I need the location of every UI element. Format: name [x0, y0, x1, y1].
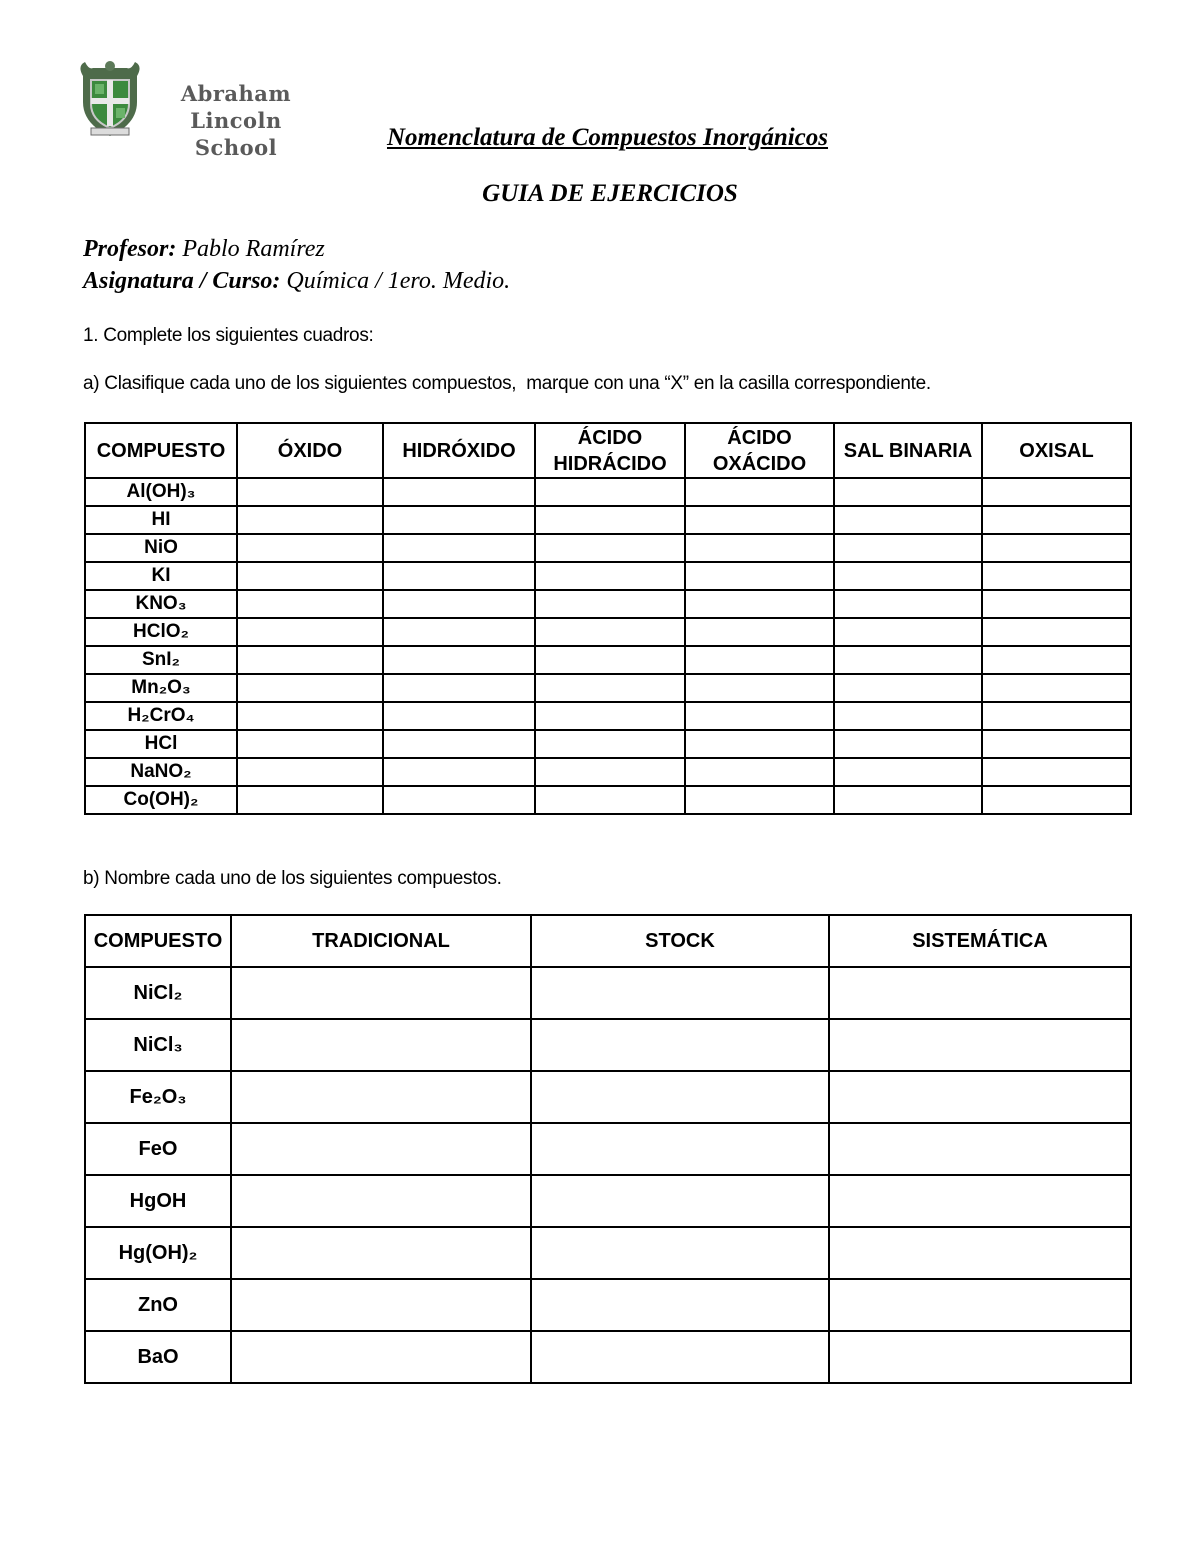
acido-hidracido-answer-cell[interactable] [535, 590, 685, 618]
table-row [85, 702, 1131, 730]
compound-formula: H₂CrO₄ [85, 702, 237, 730]
acido-oxacido-answer-cell[interactable] [685, 478, 834, 506]
hidroxido-answer-cell[interactable] [383, 478, 535, 506]
oxisal-answer-cell[interactable] [982, 646, 1131, 674]
sal-binaria-answer-cell[interactable] [834, 674, 982, 702]
compound-formula: HClO₂ [85, 618, 237, 646]
worksheet-title [0, 124, 1200, 152]
sistematica-answer-cell[interactable] [829, 1019, 1131, 1071]
compound-formula: Mn₂O₃ [85, 674, 237, 702]
oxido-answer-cell[interactable] [237, 562, 383, 590]
acido-oxacido-answer-cell[interactable] [685, 786, 834, 814]
stock-answer-cell[interactable] [531, 1123, 829, 1175]
compound-formula: Co(OH)₂ [85, 786, 237, 814]
header-compuesto: COMPUESTO [85, 423, 237, 478]
compound-formula: HI [85, 506, 237, 534]
compound-formula: NiCl₃ [85, 1019, 231, 1071]
worksheet-title-text: Nomenclatura de Compuestos Inorgánicos [386, 124, 829, 151]
oxisal-answer-cell[interactable] [982, 590, 1131, 618]
oxido-answer-cell[interactable] [237, 590, 383, 618]
tradicional-answer-cell[interactable] [231, 1227, 531, 1279]
oxido-answer-cell[interactable] [237, 730, 383, 758]
compound-formula: Hg(OH)₂ [85, 1227, 231, 1279]
compound-formula: HgOH [85, 1175, 231, 1227]
acido-hidracido-answer-cell[interactable] [535, 702, 685, 730]
oxisal-answer-cell[interactable] [982, 478, 1131, 506]
oxisal-answer-cell[interactable] [982, 534, 1131, 562]
table-row [85, 967, 1131, 1019]
hidroxido-answer-cell[interactable] [383, 730, 535, 758]
oxisal-answer-cell[interactable] [982, 786, 1131, 814]
oxisal-answer-cell[interactable] [982, 674, 1131, 702]
sistematica-answer-cell[interactable] [829, 1331, 1131, 1383]
acido-oxacido-answer-cell[interactable] [685, 590, 834, 618]
hidroxido-answer-cell[interactable] [383, 646, 535, 674]
oxido-answer-cell[interactable] [237, 506, 383, 534]
sistematica-answer-cell[interactable] [829, 1071, 1131, 1123]
sal-binaria-answer-cell[interactable] [834, 786, 982, 814]
oxisal-answer-cell[interactable] [982, 702, 1131, 730]
oxisal-answer-cell[interactable] [982, 730, 1131, 758]
stock-answer-cell[interactable] [531, 1019, 829, 1071]
acido-oxacido-answer-cell[interactable] [685, 534, 834, 562]
table-row [85, 562, 1131, 590]
hidroxido-answer-cell[interactable] [383, 618, 535, 646]
nomenclature-table [84, 914, 1132, 1384]
compound-formula: HCl [85, 730, 237, 758]
compound-formula: NiCl₂ [85, 967, 231, 1019]
table-row [85, 534, 1131, 562]
compound-formula: NaNO₂ [85, 758, 237, 786]
header-acido-hidracido [535, 423, 685, 478]
acido-oxacido-answer-cell[interactable] [685, 618, 834, 646]
stock-answer-cell[interactable] [531, 1331, 829, 1383]
compound-formula: SnI₂ [85, 646, 237, 674]
tradicional-answer-cell[interactable] [231, 967, 531, 1019]
table-row [85, 1019, 1131, 1071]
acido-oxacido-answer-cell[interactable] [685, 562, 834, 590]
compound-formula: Fe₂O₃ [85, 1071, 231, 1123]
tradicional-answer-cell[interactable] [231, 1331, 531, 1383]
acido-hidracido-answer-cell[interactable] [535, 506, 685, 534]
header-oxisal: OXISAL [982, 423, 1131, 478]
oxido-answer-cell[interactable] [237, 646, 383, 674]
header-compuesto: COMPUESTO [85, 915, 231, 967]
oxisal-answer-cell[interactable] [982, 506, 1131, 534]
sal-binaria-answer-cell[interactable] [834, 590, 982, 618]
table-row [85, 1071, 1131, 1123]
oxido-answer-cell[interactable] [237, 758, 383, 786]
sal-binaria-answer-cell[interactable] [834, 478, 982, 506]
tradicional-answer-cell[interactable] [231, 1175, 531, 1227]
table-row [85, 506, 1131, 534]
sal-binaria-answer-cell[interactable] [834, 702, 982, 730]
instruction-item-1: 1. Complete los siguientes cuadros: [83, 325, 374, 346]
school-name-line1: Abraham Lincoln [180, 81, 292, 133]
oxisal-answer-cell[interactable] [982, 758, 1131, 786]
tradicional-answer-cell[interactable] [231, 1071, 531, 1123]
acido-hidracido-answer-cell[interactable] [535, 786, 685, 814]
stock-answer-cell[interactable] [531, 1175, 829, 1227]
teacher-value: Pablo Ramírez [182, 236, 325, 262]
header-acido-oxacido-line2: OXÁCIDO [712, 452, 807, 475]
oxido-answer-cell[interactable] [237, 534, 383, 562]
tradicional-answer-cell[interactable] [231, 1123, 531, 1175]
header-acido-oxacido [685, 423, 834, 478]
sistematica-answer-cell[interactable] [829, 1175, 1131, 1227]
acido-oxacido-answer-cell[interactable] [685, 730, 834, 758]
hidroxido-answer-cell[interactable] [383, 506, 535, 534]
worksheet-subtitle: GUIA DE EJERCICIOS [482, 180, 738, 207]
acido-hidracido-answer-cell[interactable] [535, 674, 685, 702]
instruction-part-b: b) Nombre cada uno de los siguientes compuestos. [83, 868, 502, 889]
acido-oxacido-answer-cell[interactable] [685, 674, 834, 702]
sal-binaria-answer-cell[interactable] [834, 646, 982, 674]
compound-formula: KNO₃ [85, 590, 237, 618]
acido-hidracido-answer-cell[interactable] [535, 562, 685, 590]
hidroxido-answer-cell[interactable] [383, 534, 535, 562]
oxisal-answer-cell[interactable] [982, 562, 1131, 590]
sal-binaria-answer-cell[interactable] [834, 534, 982, 562]
tradicional-answer-cell[interactable] [231, 1279, 531, 1331]
table-row [85, 758, 1131, 786]
teacher-label: Profesor: [83, 236, 177, 262]
header-tradicional: TRADICIONAL [231, 915, 531, 967]
stock-answer-cell[interactable] [531, 1227, 829, 1279]
acido-hidracido-answer-cell[interactable] [535, 534, 685, 562]
sistematica-answer-cell[interactable] [829, 1279, 1131, 1331]
compound-formula: FeO [85, 1123, 231, 1175]
instruction-part-a: a) Clasifique cada uno de los siguientes compuestos, marque con una “X” en la casilla correspondiente. [83, 373, 931, 394]
compound-formula: NiO [85, 534, 237, 562]
hidroxido-answer-cell[interactable] [383, 590, 535, 618]
header-hidroxido: HIDRÓXIDO [383, 423, 535, 478]
sistematica-answer-cell[interactable] [829, 1123, 1131, 1175]
acido-oxacido-answer-cell[interactable] [685, 758, 834, 786]
sistematica-answer-cell[interactable] [829, 1227, 1131, 1279]
table-row [85, 730, 1131, 758]
hidroxido-answer-cell[interactable] [383, 758, 535, 786]
stock-answer-cell[interactable] [531, 967, 829, 1019]
hidroxido-answer-cell[interactable] [383, 562, 535, 590]
sal-binaria-answer-cell[interactable] [834, 730, 982, 758]
table-row [85, 1227, 1131, 1279]
header-sal-binaria: SAL BINARIA [834, 423, 982, 478]
acido-hidracido-answer-cell[interactable] [535, 758, 685, 786]
sal-binaria-answer-cell[interactable] [834, 506, 982, 534]
teacher-line [83, 236, 325, 263]
compound-formula: KI [85, 562, 237, 590]
acido-oxacido-answer-cell[interactable] [685, 702, 834, 730]
sistematica-answer-cell[interactable] [829, 967, 1131, 1019]
acido-hidracido-answer-cell[interactable] [535, 730, 685, 758]
hidroxido-answer-cell[interactable] [383, 674, 535, 702]
header-acido-hidracido-line2: HIDRÁCIDO [553, 452, 667, 475]
sal-binaria-answer-cell[interactable] [834, 562, 982, 590]
hidroxido-answer-cell[interactable] [383, 702, 535, 730]
header-oxido: ÓXIDO [237, 423, 383, 478]
oxido-answer-cell[interactable] [237, 702, 383, 730]
nomenclature-header-row [85, 915, 1131, 967]
table-row [85, 618, 1131, 646]
classification-header-row [85, 423, 1131, 478]
oxido-answer-cell[interactable] [237, 674, 383, 702]
table-row [85, 1279, 1131, 1331]
oxido-answer-cell[interactable] [237, 786, 383, 814]
table-row [85, 1331, 1131, 1383]
table-row [85, 674, 1131, 702]
oxido-answer-cell[interactable] [237, 618, 383, 646]
table-row [85, 1123, 1131, 1175]
course-label: Asignatura / Curso: [83, 268, 281, 294]
header-acido-oxacido-line1: ÁCIDO [727, 426, 792, 449]
acido-oxacido-answer-cell[interactable] [685, 506, 834, 534]
acido-hidracido-answer-cell[interactable] [535, 478, 685, 506]
table-row [85, 590, 1131, 618]
school-name-line2: School [194, 135, 278, 160]
table-row [85, 478, 1131, 506]
hidroxido-answer-cell[interactable] [383, 786, 535, 814]
header-sistematica: SISTEMÁTICA [829, 915, 1131, 967]
stock-answer-cell[interactable] [531, 1071, 829, 1123]
course-value: Química / 1ero. Medio. [286, 268, 511, 294]
oxisal-answer-cell[interactable] [982, 618, 1131, 646]
course-line [83, 268, 510, 295]
header-stock: STOCK [531, 915, 829, 967]
compound-formula: BaO [85, 1331, 231, 1383]
table-row [85, 1175, 1131, 1227]
sal-binaria-answer-cell[interactable] [834, 618, 982, 646]
table-row [85, 786, 1131, 814]
tradicional-answer-cell[interactable] [231, 1019, 531, 1071]
header-acido-hidracido-line1: ÁCIDO [577, 426, 643, 449]
oxido-answer-cell[interactable] [237, 478, 383, 506]
acido-hidracido-answer-cell[interactable] [535, 646, 685, 674]
classification-table [84, 422, 1132, 815]
acido-oxacido-answer-cell[interactable] [685, 646, 834, 674]
table-row [85, 646, 1131, 674]
compound-formula: ZnO [85, 1279, 231, 1331]
acido-hidracido-answer-cell[interactable] [535, 618, 685, 646]
compound-formula: Al(OH)₃ [85, 478, 237, 506]
sal-binaria-answer-cell[interactable] [834, 758, 982, 786]
stock-answer-cell[interactable] [531, 1279, 829, 1331]
